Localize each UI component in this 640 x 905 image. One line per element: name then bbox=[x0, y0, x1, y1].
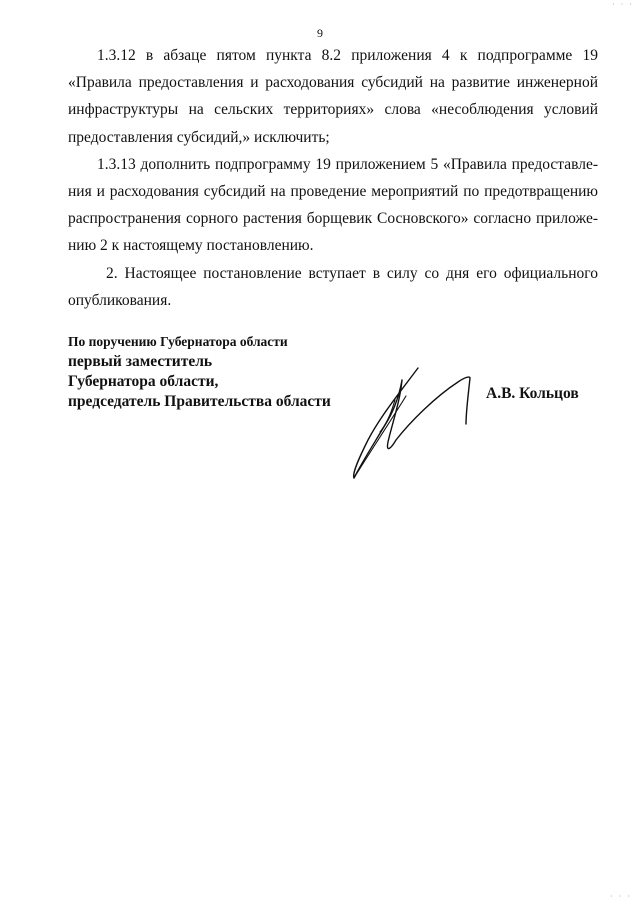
signatory-position-line-3: председатель Правительства области bbox=[68, 393, 331, 410]
signatory-authority-line: По поручению Губернатора области bbox=[68, 334, 288, 349]
paragraph-1-3-12: 1.3.12 в абзаце пятом пункта 8.2 приложения 4 к подпрограмме 19 «Правила предоставления и расходования субсидий на развитие инженерной инфраструктуры на сельских территориях» слова «несоблюдения условий предоставления субсидий,» исключить; bbox=[68, 47, 598, 146]
scan-corner-mark-top: · · · bbox=[612, 0, 634, 9]
signatory-title-block bbox=[68, 332, 368, 412]
handwritten-signature bbox=[340, 362, 480, 487]
page-number: 9 bbox=[317, 26, 323, 40]
signatory-name: А.В. Кольцов bbox=[486, 385, 579, 402]
scan-corner-mark-bottom: · · · bbox=[610, 892, 632, 901]
signatory-position-line-1: первый заместитель bbox=[68, 353, 213, 370]
paragraph-1-3-13: 1.3.13 дополнить подпрограмму 19 приложением 5 «Правила предоставления и расходования субсидий на проведение мероприятий по предотвращению распространения сорного растения борщевик Сосновского» согласно приложению 2 к настоящему постановлению. bbox=[68, 155, 598, 255]
signatory-position-line-2: Губернатора области, bbox=[68, 373, 219, 390]
paragraph-2: 2. Настоящее постановление вступает в силу со дня его официального опубликования. bbox=[68, 264, 598, 309]
document-body bbox=[68, 42, 598, 314]
